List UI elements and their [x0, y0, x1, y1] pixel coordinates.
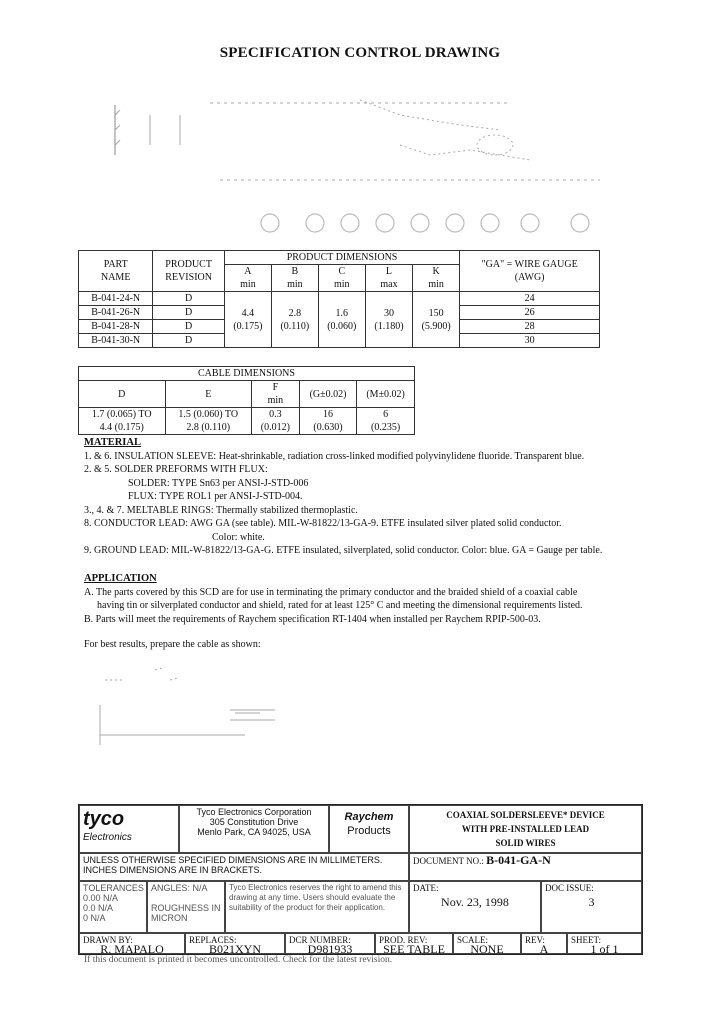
- drawn-by-cell: DRAWN BY: R. MAPALO: [79, 933, 185, 954]
- cable-dimensions-table: CABLE DIMENSIONS D E F min (G±0.02) (M±0.02) 1.7 (0.065) TO 4.4 (0.175) 1.5 (0.060) TO 2.8 (0.110) 0.3 (0.012) 16 (0.630) 6 (0.235): [78, 366, 415, 435]
- date-cell: DATE: Nov. 23, 1998: [409, 881, 541, 933]
- material-header: MATERIAL: [84, 437, 141, 448]
- notice: Tyco Electronics reserves the right to amend this drawing at any time. Users should evaluate the suitability of the product for their application.: [225, 881, 409, 933]
- tolerances: TOLERANCES 0.00 N/A 0.0 N/A 0 N/A: [79, 881, 147, 933]
- part-drawing: [100, 85, 620, 245]
- scale-cell: SCALE: NONE: [453, 933, 521, 954]
- product-dimensions-header: PRODUCT DIMENSIONS: [224, 251, 459, 265]
- tyco-logo: tyco Electronics: [79, 805, 179, 853]
- title-block: [78, 804, 643, 955]
- doc-issue-cell: DOC ISSUE: 3: [541, 881, 642, 933]
- col-wire-gauge: "GA" = WIRE GAUGE (AWG): [460, 251, 600, 292]
- table-row: B-041-24-N D 4.4 (0.175) 2.8 (0.110) 1.6 (0.060) 30 (1.180) 150 (5.900) 24: [79, 292, 600, 306]
- table-row: B-041-30-N D 30: [79, 334, 600, 348]
- cable-dimensions-title: CABLE DIMENSIONS: [79, 367, 415, 381]
- document-number: B-041-GA-N: [486, 853, 551, 867]
- footer-note: If this document is printed it becomes uncontrolled. Check for the latest revision.: [84, 955, 393, 965]
- sheet-cell: SHEET: 1 of 1: [567, 933, 642, 954]
- dcr-number-cell: DCR NUMBER: D981933: [285, 933, 375, 954]
- prod-rev-cell: PROD. REV: SEE TABLE: [375, 933, 453, 954]
- material-section: MATERIAL 1. & 6. INSULATION SLEEVE: Heat-shrinkable, radiation cross-linked modified polyvinylidene fluoride. Transparent blue. 2. & 5. SOLDER PREFORMS WITH FLUX: SOLDER: TYPE Sn63 per ANSI-J-STD-006 FLUX: TYPE ROL1 per ANSI-J-STD-004. 3., 4. & 7. MELTABLE RINGS: Thermally stabilized thermoplastic. 8. CONDUCTOR LEAD: AWG GA (see table). MIL-W-81822/13-GA-9. ETFE insulated silver plated solid conductor. Color: white. 9. GROUND LEAD: MIL-W-81822/13-GA-G. ETFE insulated, silverplated, solid conductor. Color: blue. GA = Gauge per table.: [84, 436, 644, 558]
- col-part-name: PART NAME: [79, 251, 153, 292]
- application-header: APPLICATION: [84, 573, 157, 584]
- rev-cell: REV: A: [521, 933, 567, 954]
- raychem-products: Raychem Products: [329, 805, 409, 853]
- product-dimensions-table: PART NAME PRODUCT REVISION PRODUCT DIMENSIONS "GA" = WIRE GAUGE (AWG) A B C L K min min min max min B-041-24-N D 4.4 (0.175) 2.8 (0.110) 1.6 (0.060) 30 (1.180) 150 (5.900) 24 B-041-26-N D 26 B-041-28-N D 28 B-041-30-N D 30: [78, 250, 600, 348]
- cable-prep-drawing: [95, 655, 295, 765]
- document-number-cell: DOCUMENT NO.: B-041-GA-N: [409, 853, 642, 881]
- company-address: Tyco Electronics Corporation 305 Constitution Drive Menlo Park, CA 94025, USA: [179, 805, 329, 853]
- units-note: UNLESS OTHERWISE SPECIFIED DIMENSIONS ARE IN MILLIMETERS. INCHES DIMENSIONS ARE IN BRACKETS.: [79, 853, 409, 881]
- table-row: B-041-26-N D 26: [79, 306, 600, 320]
- document-description: COAXIAL SOLDERSLEEVE* DEVICE WITH PRE-INSTALLED LEAD SOLID WIRES: [409, 805, 642, 853]
- table-row: B-041-28-N D 28: [79, 320, 600, 334]
- col-product-revision: PRODUCT REVISION: [153, 251, 224, 292]
- page-title: SPECIFICATION CONTROL DRAWING: [219, 45, 501, 61]
- angles-roughness: ANGLES: N/A ROUGHNESS IN MICRON: [147, 881, 225, 933]
- application-section: APPLICATION A. The parts covered by this SCD are for use in terminating the primary conductor and the braided shield of a coaxial cable having tin or silverplated conductor and shield, rated for at least 125° C and meeting the dimensional requirements listed. B. Parts will meet the requirements of Raychem specification RT-1404 when installed per Raychem RPIP-500-03. For best results, prepare the cable as shown:: [84, 572, 644, 652]
- table-row: 1.7 (0.065) TO 4.4 (0.175) 1.5 (0.060) TO 2.8 (0.110) 0.3 (0.012) 16 (0.630) 6 (0.235): [79, 408, 415, 435]
- replaces-cell: REPLACES: B021XYN: [185, 933, 285, 954]
